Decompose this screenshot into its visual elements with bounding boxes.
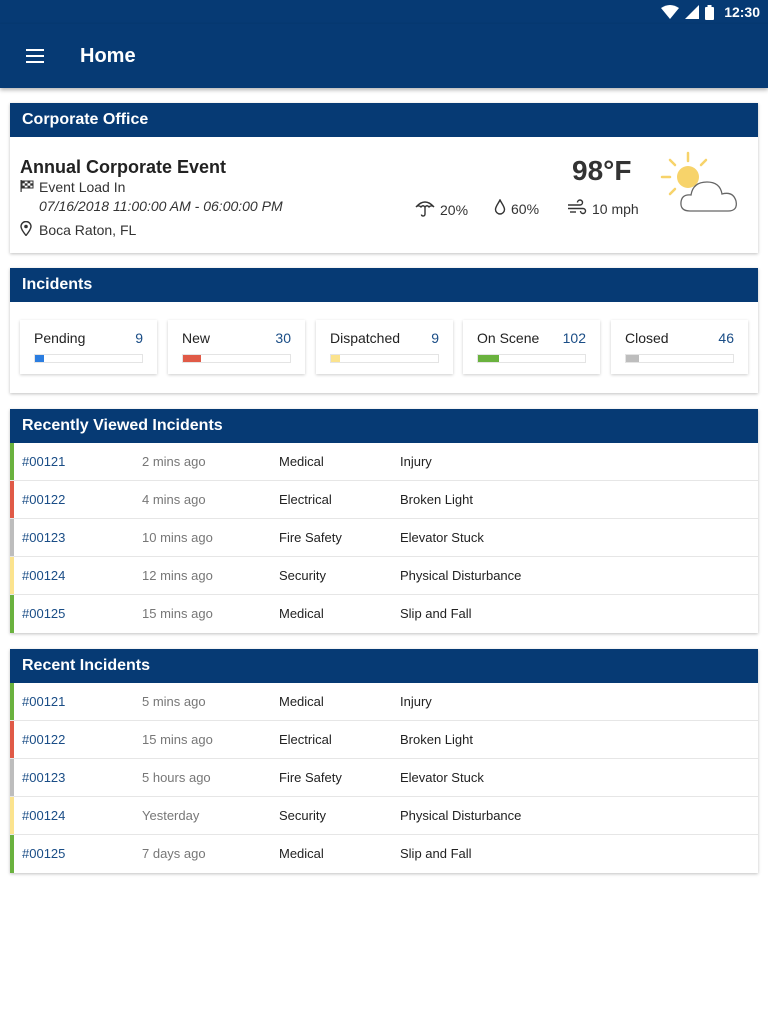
status-accent (10, 797, 14, 834)
incident-time: Yesterday (142, 808, 200, 823)
recent-incidents-list (10, 683, 758, 873)
checkered-flag-icon (20, 179, 34, 195)
stat-progress-track (34, 354, 143, 363)
incident-time: 4 mins ago (142, 492, 206, 507)
recently-viewed-list (10, 443, 758, 633)
incident-type: Fire Safety (279, 770, 342, 785)
incident-description: Slip and Fall (400, 606, 472, 621)
stat-new[interactable] (168, 320, 305, 374)
incident-time: 5 mins ago (142, 694, 206, 709)
location-label: Boca Raton, FL (39, 222, 137, 238)
battery-icon (705, 5, 714, 20)
incident-time: 12 mins ago (142, 568, 213, 583)
incident-row[interactable] (10, 835, 758, 873)
event-card-header: Corporate Office (10, 103, 758, 137)
incident-row[interactable] (10, 557, 758, 595)
stat-count: 102 (562, 330, 586, 346)
incident-id[interactable]: #00122 (22, 492, 66, 507)
status-accent (10, 721, 14, 758)
location-pin-icon (20, 221, 32, 239)
wifi-icon (661, 5, 679, 19)
status-accent (10, 481, 14, 518)
app-bar (0, 24, 768, 88)
incident-row[interactable] (10, 481, 758, 519)
incident-type: Electrical (279, 492, 332, 507)
incident-id[interactable]: #00121 (22, 694, 66, 709)
wind-icon (567, 199, 587, 218)
incident-row[interactable] (10, 721, 758, 759)
stat-progress-fill (626, 355, 639, 362)
incident-time: 7 days ago (142, 846, 206, 861)
incident-time: 5 hours ago (142, 770, 211, 785)
partly-sunny-icon (660, 149, 750, 224)
event-card[interactable] (10, 103, 758, 253)
incident-id[interactable]: #00125 (22, 846, 66, 861)
wind-value: 10 mph (592, 200, 639, 217)
incidents-summary-card (10, 268, 758, 393)
incident-description: Broken Light (400, 492, 473, 507)
stat-closed[interactable] (611, 320, 748, 374)
recently-viewed-card (10, 409, 758, 633)
stat-dispatched[interactable] (316, 320, 453, 374)
stat-count: 9 (135, 330, 143, 346)
incident-row[interactable] (10, 443, 758, 481)
incident-id[interactable]: #00124 (22, 808, 66, 823)
stat-progress-fill (183, 355, 201, 362)
incident-description: Physical Disturbance (400, 808, 522, 823)
incident-description: Elevator Stuck (400, 770, 484, 785)
incident-time: 2 mins ago (142, 454, 206, 469)
stat-on-scene[interactable] (463, 320, 600, 374)
event-type-label: Event Load In (39, 179, 126, 195)
incident-row[interactable] (10, 797, 758, 835)
incident-row[interactable] (10, 683, 758, 721)
humidity (494, 199, 539, 218)
event-type (20, 179, 125, 195)
status-accent (10, 759, 14, 796)
incident-row[interactable] (10, 519, 758, 557)
incident-time: 10 mins ago (142, 530, 213, 545)
stat-progress-fill (35, 355, 44, 362)
incident-description: Injury (400, 694, 432, 709)
status-accent (10, 835, 14, 873)
stat-progress-track (330, 354, 439, 363)
stat-label: Dispatched (330, 330, 401, 346)
incident-description: Elevator Stuck (400, 530, 484, 545)
recent-incidents-header: Recent Incidents (10, 649, 758, 683)
incident-id[interactable]: #00123 (22, 770, 66, 785)
incident-row[interactable] (10, 595, 758, 633)
status-accent (10, 595, 14, 633)
incident-description: Physical Disturbance (400, 568, 522, 583)
rain-chance (415, 199, 468, 220)
recently-viewed-header: Recently Viewed Incidents (10, 409, 758, 443)
incident-type: Medical (279, 846, 324, 861)
status-accent (10, 683, 14, 720)
stat-progress-fill (478, 355, 499, 362)
water-drop-icon (494, 199, 506, 218)
status-accent (10, 557, 14, 594)
incident-type: Medical (279, 694, 324, 709)
status-accent (10, 443, 14, 480)
stat-label: New (182, 330, 211, 346)
incident-type: Electrical (279, 732, 332, 747)
incident-type: Security (279, 808, 326, 823)
stat-progress-track (625, 354, 734, 363)
temperature: 98°F (572, 155, 632, 186)
status-bar (0, 0, 768, 24)
stat-label: On Scene (477, 330, 540, 346)
status-time: 12:30 (724, 4, 760, 20)
stat-pending[interactable] (20, 320, 157, 374)
incident-row[interactable] (10, 759, 758, 797)
incident-type: Medical (279, 606, 324, 621)
stat-label: Pending (34, 330, 86, 346)
humidity-value: 60% (511, 200, 540, 217)
incident-time: 15 mins ago (142, 606, 213, 621)
stat-progress-fill (331, 355, 340, 362)
incident-time: 15 mins ago (142, 732, 213, 747)
page-title: Home (80, 44, 136, 67)
incidents-header: Incidents (10, 268, 758, 302)
incident-id[interactable]: #00121 (22, 454, 66, 469)
incident-id[interactable]: #00122 (22, 732, 66, 747)
recent-incidents-card (10, 649, 758, 873)
stat-count: 46 (718, 330, 734, 346)
stat-count: 30 (275, 330, 291, 346)
stat-progress-track (477, 354, 586, 363)
hamburger-menu-icon (26, 49, 46, 63)
incident-type: Fire Safety (279, 530, 342, 545)
wind (567, 199, 639, 218)
event-time: 07/16/2018 11:00:00 AM - 06:00:00 PM (39, 198, 283, 214)
incident-description: Injury (400, 454, 432, 469)
event-location (20, 221, 136, 239)
hamburger-menu-button[interactable] (0, 24, 72, 88)
stat-label: Closed (625, 330, 669, 346)
incident-id[interactable]: #00124 (22, 568, 66, 583)
status-accent (10, 519, 14, 556)
rain-chance-value: 20% (440, 201, 469, 218)
incident-stats (10, 302, 758, 393)
umbrella-icon (415, 199, 435, 220)
stat-progress-track (182, 354, 291, 363)
incident-type: Security (279, 568, 326, 583)
event-title: Annual Corporate Event (20, 157, 227, 177)
incident-description: Broken Light (400, 732, 473, 747)
stat-count: 9 (431, 330, 439, 346)
incident-id[interactable]: #00125 (22, 606, 66, 621)
incident-id[interactable]: #00123 (22, 530, 66, 545)
signal-icon (685, 5, 699, 19)
incident-type: Medical (279, 454, 324, 469)
incident-description: Slip and Fall (400, 846, 472, 861)
